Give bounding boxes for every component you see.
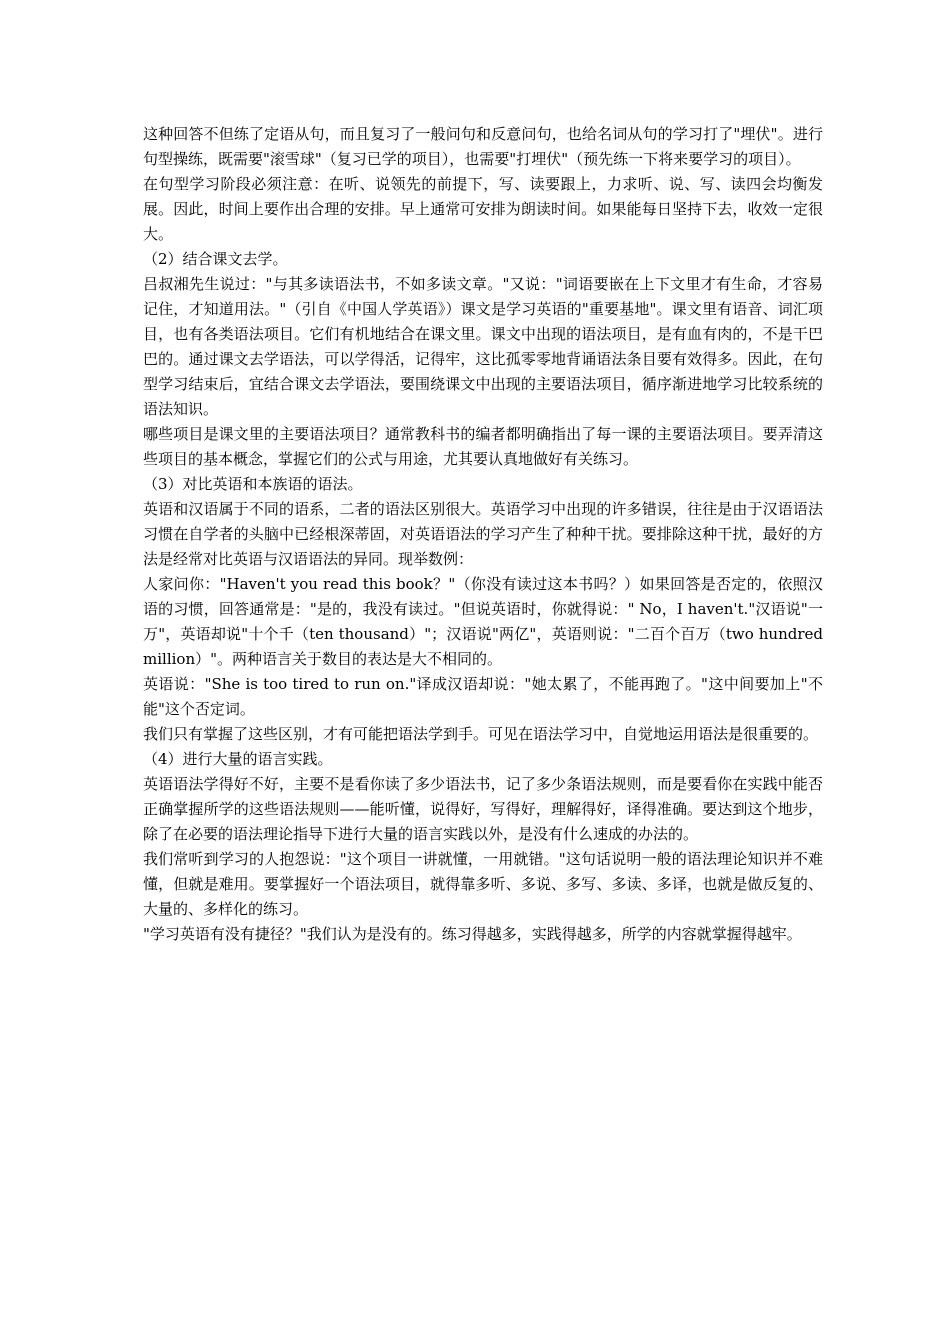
document-body [143, 122, 828, 947]
section-heading: （4）进行大量的语言实践。 [143, 750, 333, 768]
paragraph: 人家问你："Haven't you read this book？"（你没有读过这本书吗？）如果回答是否定的，依照汉语的习惯，回答通常是："是的，我没有读过。"但说英语时，你就得说：" No，I haven't."汉语说"一万"，英语却说"十个千（ten thousand）"；汉语说"两亿"，英语则说："二百个百万（two hundred million）"。两种语言关于数目的表达是大不相同的。 [143, 575, 828, 668]
paragraph: 我们只有掌握了这些区别，才有可能把语法学到手。可见在语法学习中，自觉地运用语法是很重要的。 [143, 725, 819, 743]
paragraph: 哪些项目是课文里的主要语法项目？通常教科书的编者都明确指出了每一课的主要语法项目。要弄清这些项目的基本概念，掌握它们的公式与用途，尤其要认真地做好有关练习。 [143, 425, 823, 468]
paragraph: 英语和汉语属于不同的语系，二者的语法区别很大。英语学习中出现的许多错误，往往是由于汉语语法习惯在自学者的头脑中已经根深蒂固，对英语语法的学习产生了种种干扰。要排除这种干扰，最好的方法是经常对比英语与汉语语法的异同。现举数例： [143, 500, 823, 568]
paragraph: 英语语法学得好不好，主要不是看你读了多少语法书，记了多少条语法规则，而是要看你在实践中能否正确掌握所学的这些语法规则——能听懂，说得好，写得好，理解得好，译得准确。要达到这个地步，除了在必要的语法理论指导下进行大量的语言实践以外，是没有什么速成的办法的。 [143, 775, 823, 843]
paragraph: 在句型学习阶段必须注意：在听、说领先的前提下，写、读要跟上，力求听、说、写、读四会均衡发展。因此，时间上要作出合理的安排。早上通常可安排为朗读时间。如果能每日坚持下去，收效一定很大。 [143, 175, 823, 243]
paragraph: "学习英语有没有捷径？"我们认为是没有的。练习得越多，实践得越多，所学的内容就掌握得越牢。 [143, 925, 802, 943]
section-heading: （3）对比英语和本族语的语法。 [143, 475, 363, 493]
paragraph: 英语说："She is too tired to run on."译成汉语却说："她太累了，不能再跑了。"这中间要加上"不能"这个否定词。 [143, 675, 823, 718]
section-heading: （2）结合课文去学。 [143, 250, 288, 268]
paragraph: 吕叔湘先生说过："与其多读语法书，不如多读文章。"又说："词语要嵌在上下文里才有生命，才容易记住，才知道用法。"（引自《中国人学英语》）课文是学习英语的"重要基地"。课文里有语音、词汇项目，也有各类语法项目。它们有机地结合在课文里。课文中出现的语法项目，是有血有肉的，不是干巴巴的。通过课文去学语法，可以学得活，记得牢，这比孤零零地背诵语法条目要有效得多。因此，在句型学习结束后，宜结合课文去学语法，要围绕课文中出现的主要语法项目，循序渐进地学习比较系统的语法知识。 [143, 275, 823, 418]
paragraph: 我们常听到学习的人抱怨说："这个项目一讲就懂，一用就错。"这句话说明一般的语法理论知识并不难懂，但就是难用。要掌握好一个语法项目，就得靠多听、多说、多写、多读、多译，也就是做反复的、大量的、多样化的练习。 [143, 850, 823, 918]
paragraph: 这种回答不但练了定语从句，而且复习了一般问句和反意问句，也给名词从句的学习打了"埋伏"。进行句型操练，既需要"滚雪球"（复习已学的项目），也需要"打埋伏"（预先练一下将来要学习的项目）。 [143, 125, 823, 168]
